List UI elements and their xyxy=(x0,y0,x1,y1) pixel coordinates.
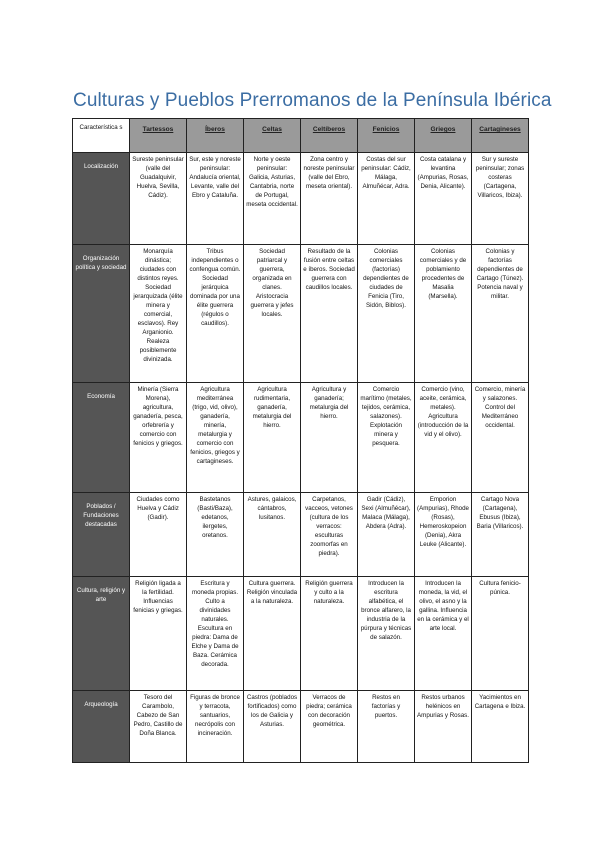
table-cell xyxy=(301,493,358,577)
column-header: Íberos xyxy=(187,119,244,153)
cell-text: Resultado de la fusión entre celtas e íberos. Sociedad guerrera con caudillos locales. xyxy=(303,248,355,291)
cell-text: Norte y oeste peninsular: Galicia, Asturias, Cantabria, norte de Portugal, meseta occidental. xyxy=(246,156,298,208)
table-cell xyxy=(187,153,244,245)
cell-text: Escritura y moneda propias. Culto a divinidades naturales. Escultura en piedra: Dama de Elche y Dama de Baza. Cerámica decorada. xyxy=(191,580,239,668)
table-cell xyxy=(130,245,187,383)
table-cell xyxy=(187,577,244,691)
table-cell xyxy=(472,493,529,577)
cell-text: Religión guerrera y culto a la naturaleza. xyxy=(305,580,353,605)
cell-text: Comercio, minería y salazones. Control del Mediterráneo occidental. xyxy=(474,386,526,429)
cell-text: Colonias comerciales (factorías) dependientes de ciudades de Fenicia (Tiro, Sidón, Biblos). xyxy=(363,248,409,309)
table-cell xyxy=(187,245,244,383)
table-cell xyxy=(301,383,358,493)
table-cell xyxy=(358,493,415,577)
cell-text: Cultura fenicio-púnica. xyxy=(479,580,521,596)
column-header: Celtas xyxy=(244,119,301,153)
cell-text: Emporion (Ampurias), Rhode (Rosas), Hemeroskopeion (Denia), Akra Leuke (Alicante). xyxy=(417,496,469,548)
table-cell xyxy=(472,577,529,691)
table-cell xyxy=(415,245,472,383)
table-row xyxy=(73,691,529,763)
table-cell xyxy=(415,153,472,245)
cell-text: Monarquía dinástica; ciudades con distintos reyes. Sociedad jerarquizada (élite minera y comercial, esclavos). Rey Arganionio. Realeza posiblemente divinizada. xyxy=(133,248,183,363)
table-cell xyxy=(301,691,358,763)
table-cell xyxy=(358,153,415,245)
table-cell xyxy=(472,691,529,763)
column-header: Fenicios xyxy=(358,119,415,153)
table-cell xyxy=(130,577,187,691)
cell-text: Restos en factorías y puertos. xyxy=(371,694,401,719)
cell-text: Costas del sur peninsular: Cádiz, Málaga, Almuñécar, Adra. xyxy=(361,156,411,190)
cell-text: Sociedad patriarcal y guerrera, organizada en clanes. Aristocracia guerrera y jefes locales. xyxy=(250,248,294,318)
cell-text: Minería (Sierra Morena), agricultura, ganadería, pesca, orfebrería y comercio con fenicios y griegos. xyxy=(133,386,183,447)
cell-text: Yacimientos en Cartagena e Ibiza. xyxy=(474,694,526,710)
table-cell xyxy=(472,245,529,383)
row-header: Localización xyxy=(73,153,130,245)
table-cell xyxy=(301,577,358,691)
cell-text: Astures, galaicos, cántabros, lusitanos. xyxy=(247,496,297,521)
row-header: Cultura, religión y arte xyxy=(73,577,130,691)
table-cell xyxy=(130,153,187,245)
page-title: Culturas y Pueblos Prerromanos de la Península Ibérica xyxy=(73,90,552,111)
table-row xyxy=(73,493,529,577)
cell-text: Comercio marítimo (metales, tejidos, cerámica, salazones). Explotación minera y pesquera. xyxy=(360,386,412,447)
table-cell xyxy=(358,383,415,493)
table-cell xyxy=(244,153,301,245)
cell-text: Introducen la escritura alfabética, el bronce alfarero, la industria de la púrpura y técnicas de salazón. xyxy=(360,580,412,641)
cell-text: Colonias comerciales y de poblamiento procedentes de Masalia (Marsella). xyxy=(419,248,467,300)
table-cell xyxy=(244,493,301,577)
table-cell xyxy=(301,153,358,245)
table-row xyxy=(73,153,529,245)
row-header: Economía xyxy=(73,383,130,493)
table-header-row xyxy=(73,119,529,153)
cell-text: Sur y sureste peninsular; zonas costeras (Cartagena, Villaricos, Ibiza). xyxy=(475,156,525,199)
cell-text: Costa catalana y levantina (Ampurias, Rosas, Denia, Alicante). xyxy=(417,156,469,190)
cell-text: Cultura guerrera. Religión vinculada a la naturaleza. xyxy=(246,580,298,605)
cell-text: Introducen la moneda, la vid, el olivo, el asno y la gallina. Influencia en la cerámica y el arte local. xyxy=(417,580,469,632)
table-cell xyxy=(415,383,472,493)
cell-text: Zona centro y noreste peninsular (valle del Ebro, meseta oriental). xyxy=(303,156,355,190)
table-cell xyxy=(415,493,472,577)
row-header: Organización política y sociedad xyxy=(73,245,130,383)
cell-text: Religión ligada a la fertilidad. Influencias fenicias y griegas. xyxy=(133,580,183,614)
corner-header: Característica s xyxy=(73,119,130,153)
column-header: Griegos xyxy=(415,119,472,153)
cultures-table xyxy=(72,118,529,763)
cell-text: Gadir (Cádiz), Sexi (Almuñécar), Malaca (Málaga), Abdera (Adra). xyxy=(361,496,411,530)
cell-text: Figuras de bronce y terracota, santuarios, necrópolis con incineración. xyxy=(190,694,240,737)
cell-text: Agricultura rudimentaria, ganadería, metalurgia del hierro. xyxy=(252,386,292,429)
table-cell xyxy=(244,245,301,383)
table-cell xyxy=(301,245,358,383)
table-cell xyxy=(358,245,415,383)
table-cell xyxy=(244,383,301,493)
cell-text: Cartago Nova (Cartagena), Ebusus (Ibiza), Baria (Villaricos). xyxy=(476,496,524,530)
table-cell xyxy=(244,577,301,691)
cell-text: Sureste peninsular (valle del Guadalquivir, Huelva, Sevilla, Cádiz). xyxy=(132,156,184,199)
table-cell xyxy=(130,383,187,493)
table-cell xyxy=(472,383,529,493)
table-cell xyxy=(472,153,529,245)
table-cell xyxy=(130,691,187,763)
row-header: Poblados / Fundaciones destacadas xyxy=(73,493,130,577)
cell-text: Verracos de piedra; cerámica con decoración geométrica. xyxy=(306,694,352,728)
table-cell xyxy=(415,577,472,691)
table-cell xyxy=(358,577,415,691)
cell-text: Restos urbanos helénicos en Ampurias y Rosas. xyxy=(417,694,469,719)
cell-text: Castros (poblados fortificados) como los de Galicia y Asturias. xyxy=(246,694,298,728)
cell-text: Tesoro del Carambolo, Cabezo de San Pedro, Castillo de Doña Blanca. xyxy=(133,694,183,737)
table-row xyxy=(73,577,529,691)
table-cell xyxy=(187,383,244,493)
cell-text: Ciudades como Huelva y Cádiz (Gadir). xyxy=(136,496,180,521)
table-cell xyxy=(130,493,187,577)
cell-text: Bastetanos (Basti/Baza), edetanos, ilergetes, oretanos. xyxy=(197,496,233,539)
table-row xyxy=(73,383,529,493)
column-header: Celtíberos xyxy=(301,119,358,153)
cell-text: Sur, este y noreste peninsular: Andalucía oriental, Levante, valle del Ebro y Cataluña. xyxy=(189,156,241,199)
cell-text: Comercio (vino, aceite, cerámica, metales). Agricultura (introducción de la vid y el olivo). xyxy=(417,386,469,438)
cell-text: Carpetanos, vacceos, vetones (cultura de los verracos: esculturas zoomorfas en piedra). xyxy=(305,496,353,557)
cell-text: Agricultura mediterránea (trigo, vid, olivo), ganadería, minería, metalurgia y comercio con fenicios, griegos y cartagineses. xyxy=(190,386,240,465)
table-cell xyxy=(358,691,415,763)
table-row xyxy=(73,245,529,383)
cell-text: Agricultura y ganadería; metalurgia del hierro. xyxy=(309,386,349,420)
column-header: Tartessos xyxy=(130,119,187,153)
table-cell xyxy=(187,691,244,763)
cell-text: Tribus independientes o confengua común. Sociedad jerárquica dominada por una élite guerrera (régulos o caudillos). xyxy=(189,248,241,327)
table-cell xyxy=(415,691,472,763)
table-cell xyxy=(187,493,244,577)
cell-text: Colonias y factorías dependientes de Cartago (Túnez). Potencia naval y militar. xyxy=(476,248,524,300)
table-cell xyxy=(244,691,301,763)
column-header: Cartagineses xyxy=(472,119,529,153)
row-header: Arqueología xyxy=(73,691,130,763)
